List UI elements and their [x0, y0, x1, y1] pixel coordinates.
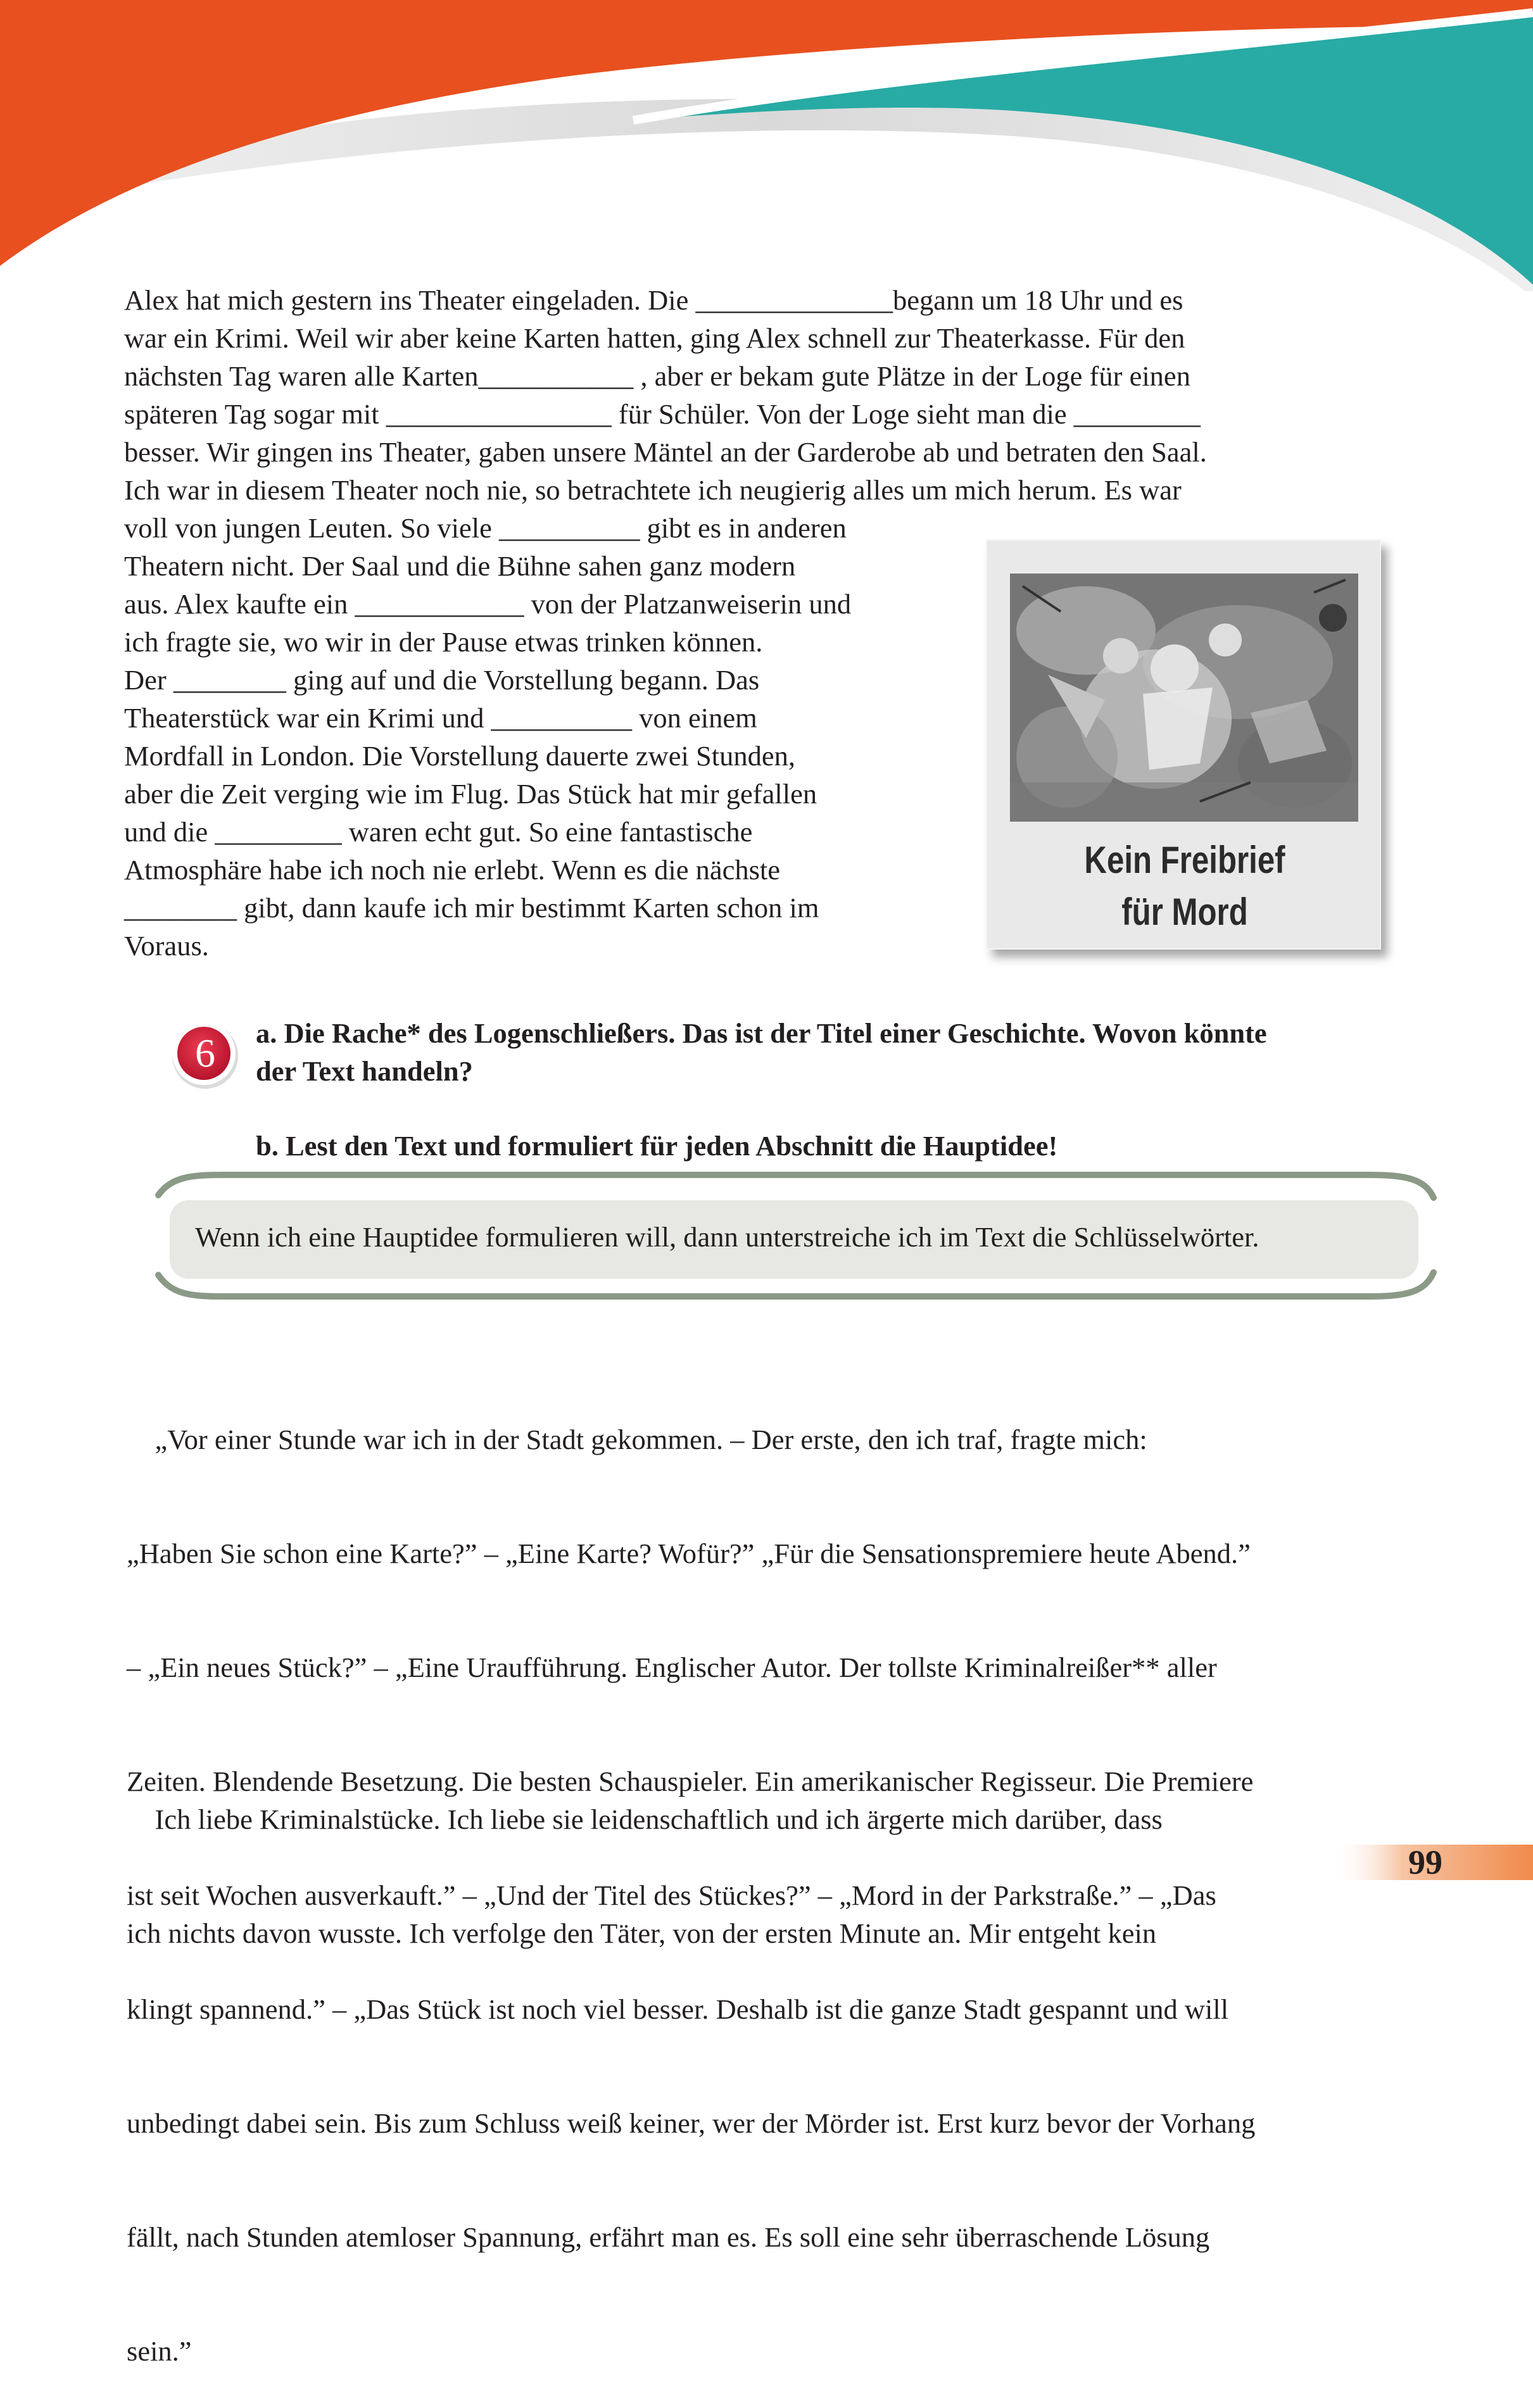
task-a	[256, 1014, 1267, 1090]
story-line: unbedingt dabei sein. Bis zum Schluss weiß keiner, wer der Mörder ist. Erst kurz bevor der Vorhang	[127, 2107, 1256, 2139]
story-line: Ich liebe Kriminalstücke. Ich liebe sie leidenschaftlich und ich ärgerte mich darüber, dass	[127, 1803, 1163, 1835]
text-line: Mordfall in London. Die Vorstellung dauerte zwei Stunden,	[124, 740, 795, 772]
story-line: ich nichts davon wusste. Ich verfolge den Täter, von der ersten Minute an. Mir entgeht kein	[127, 1917, 1157, 1949]
text-line: und die _________ waren echt gut. So eine fantastische	[124, 816, 753, 848]
text-line: Theatern nicht. Der Saal und die Bühne sahen ganz modern	[124, 550, 796, 582]
poster-title-line-2: für Mord	[1121, 891, 1248, 933]
text-line: ich fragte sie, wo wir in der Pause etwas trinken können.	[124, 626, 763, 658]
text-line: voll von jungen Leuten. So viele __________ gibt es in anderen	[124, 512, 847, 544]
text-line: Ich war in diesem Theater noch nie, so betrachtete ich neugierig alles um mich herum. Es war	[124, 474, 1182, 506]
text-line: Alex hat mich gestern ins Theater eingeladen. Die ______________begann um 18 Uhr und es	[124, 284, 1183, 316]
story-line: ist seit Wochen ausverkauft.” – „Und der Titel des Stückes?” – „Mord in der Parkstraße.” – „Das	[127, 1879, 1216, 1911]
theatre-scene-photo-icon	[1010, 574, 1358, 822]
header-banner	[0, 0, 1533, 291]
poster-image	[986, 539, 1381, 950]
tip-text: Wenn ich eine Hauptidee formulieren will, dann unterstreiche ich im Text die Schlüsselwörter.	[195, 1221, 1259, 1253]
text-line: aber die Zeit verging wie im Flug. Das Stück hat mir gefallen	[124, 778, 817, 810]
story-line: sein.”	[127, 2335, 192, 2367]
story-paragraph-2	[127, 1724, 1163, 1990]
story-line: „Vor einer Stunde war ich in der Stadt gekommen. – Der erste, den ich traf, fragte mich:	[127, 1424, 1147, 1455]
story-line: fällt, nach Stunden atemloser Spannung, erfährt man es. Es soll eine sehr überraschende Lösung	[127, 2221, 1210, 2253]
text-line: nächsten Tag waren alle Karten___________ , aber er bekam gute Plätze in der Loge für einen	[124, 360, 1190, 392]
poster-title-line-1: Kein Freibrief	[1084, 839, 1285, 881]
text-line: Der ________ ging auf und die Vorstellung begann. Das	[124, 664, 760, 696]
text-line: war ein Krimi. Weil wir aber keine Karten hatten, ging Alex schnell zur Theaterkasse. Für den	[124, 322, 1185, 354]
task-a-line: a. Die Rache* des Logenschließers. Das ist der Titel einer Geschichte. Wovon könnte	[256, 1017, 1267, 1049]
story-line: – „Ein neues Stück?” – „Eine Uraufführung. Englischer Autor. Der tollste Kriminalreißer** aller	[127, 1652, 1217, 1683]
task-a-line: der Text handeln?	[256, 1055, 473, 1087]
task-b: b. Lest den Text und formuliert für jeden Abschnitt die Hauptidee!	[256, 1130, 1058, 1162]
text-line: Theaterstück war ein Krimi und __________ von einem	[124, 702, 757, 734]
text-line: späteren Tag sogar mit ________________ für Schüler. Von der Loge sieht man die _________	[124, 398, 1201, 430]
story-line: Zeiten. Blendende Besetzung. Die besten Schauspieler. Ein amerikanischer Regisseur. Die Premiere	[127, 1765, 1254, 1797]
text-line: Voraus.	[124, 930, 209, 962]
text-line: ________ gibt, dann kaufe ich mir bestimmt Karten schon im	[124, 892, 819, 924]
exercise-number: 6	[195, 1031, 215, 1075]
story-line: klingt spannend.” – „Das Stück ist noch viel besser. Deshalb ist die ganze Stadt gespannt und will	[127, 1993, 1229, 2025]
story-line: „Haben Sie schon eine Karte?” – „Eine Karte? Wofür?” „Für die Sensationspremiere heute Abend.”	[127, 1538, 1251, 1569]
text-line: Atmosphäre habe ich noch nie erlebt. Wenn es die nächste	[124, 854, 781, 886]
text-line: aus. Alex kaufte ein ____________ von der Platzanweiserin und	[124, 588, 852, 620]
page-number: 99	[1408, 1843, 1442, 1881]
text-line: besser. Wir gingen ins Theater, gaben unsere Mäntel an der Garderobe ab und betraten den Saal.	[124, 436, 1207, 468]
